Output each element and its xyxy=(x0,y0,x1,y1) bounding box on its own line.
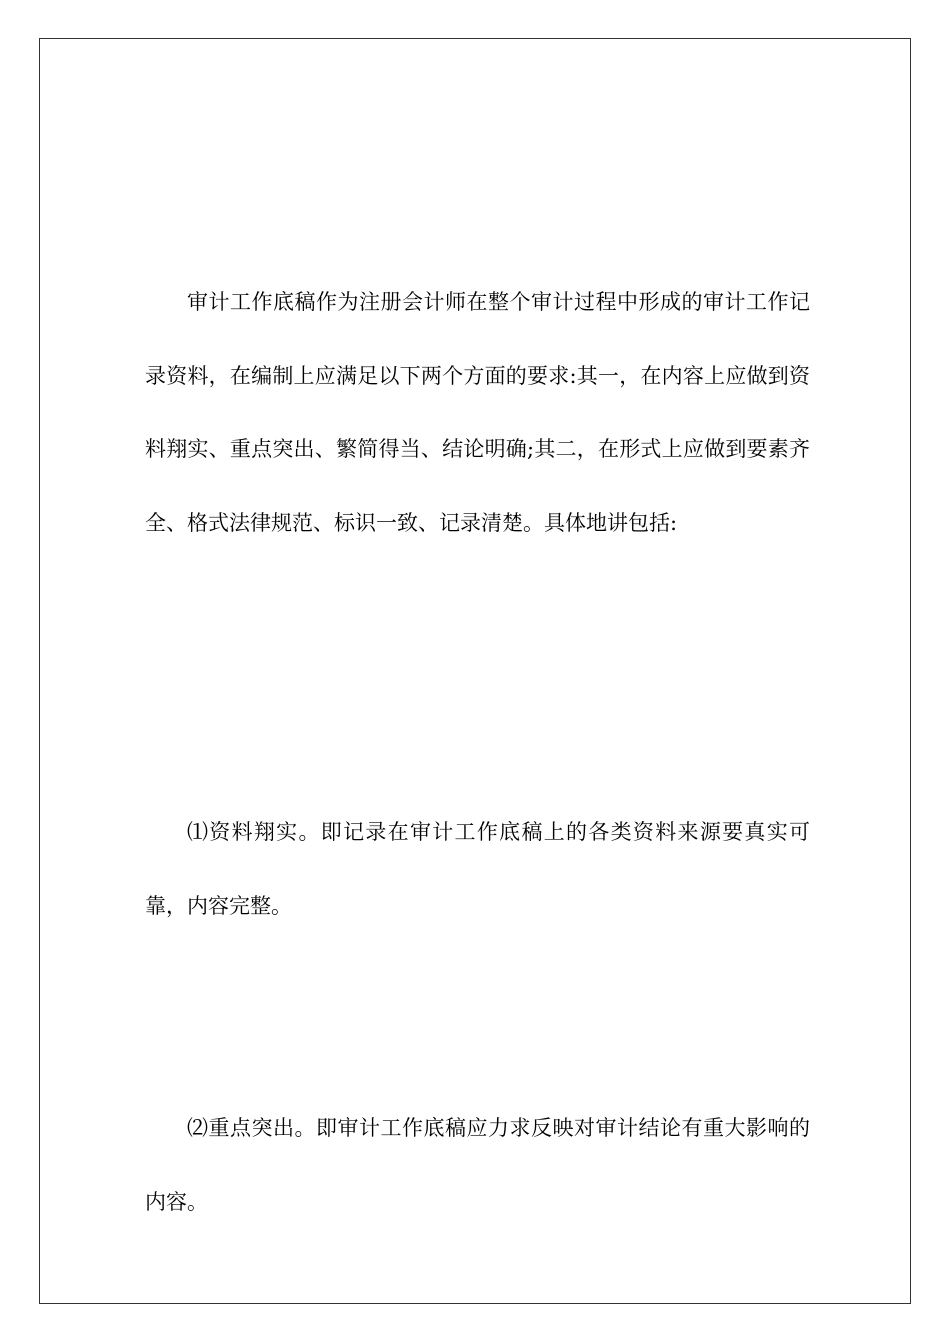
paragraph-intro: 审计工作底稿作为注册会计师在整个审计过程中形成的审计工作记录资料，在编制上应满足以下两个方面的要求:其一，在内容上应做到资料翔实、重点突出、繁简得当、结论明确;其二，在形式上应做到要素齐全、格式法律规范、标识一致、记录清楚。具体地讲包括: xyxy=(145,290,810,535)
paragraph-item-1: ⑴资料翔实。即记录在审计工作底稿上的各类资料来源要真实可靠，内容完整。 xyxy=(145,820,810,918)
paragraph-item-2: ⑵重点突出。即审计工作底稿应力求反映对审计结论有重大影响的内容。 xyxy=(145,1116,810,1214)
